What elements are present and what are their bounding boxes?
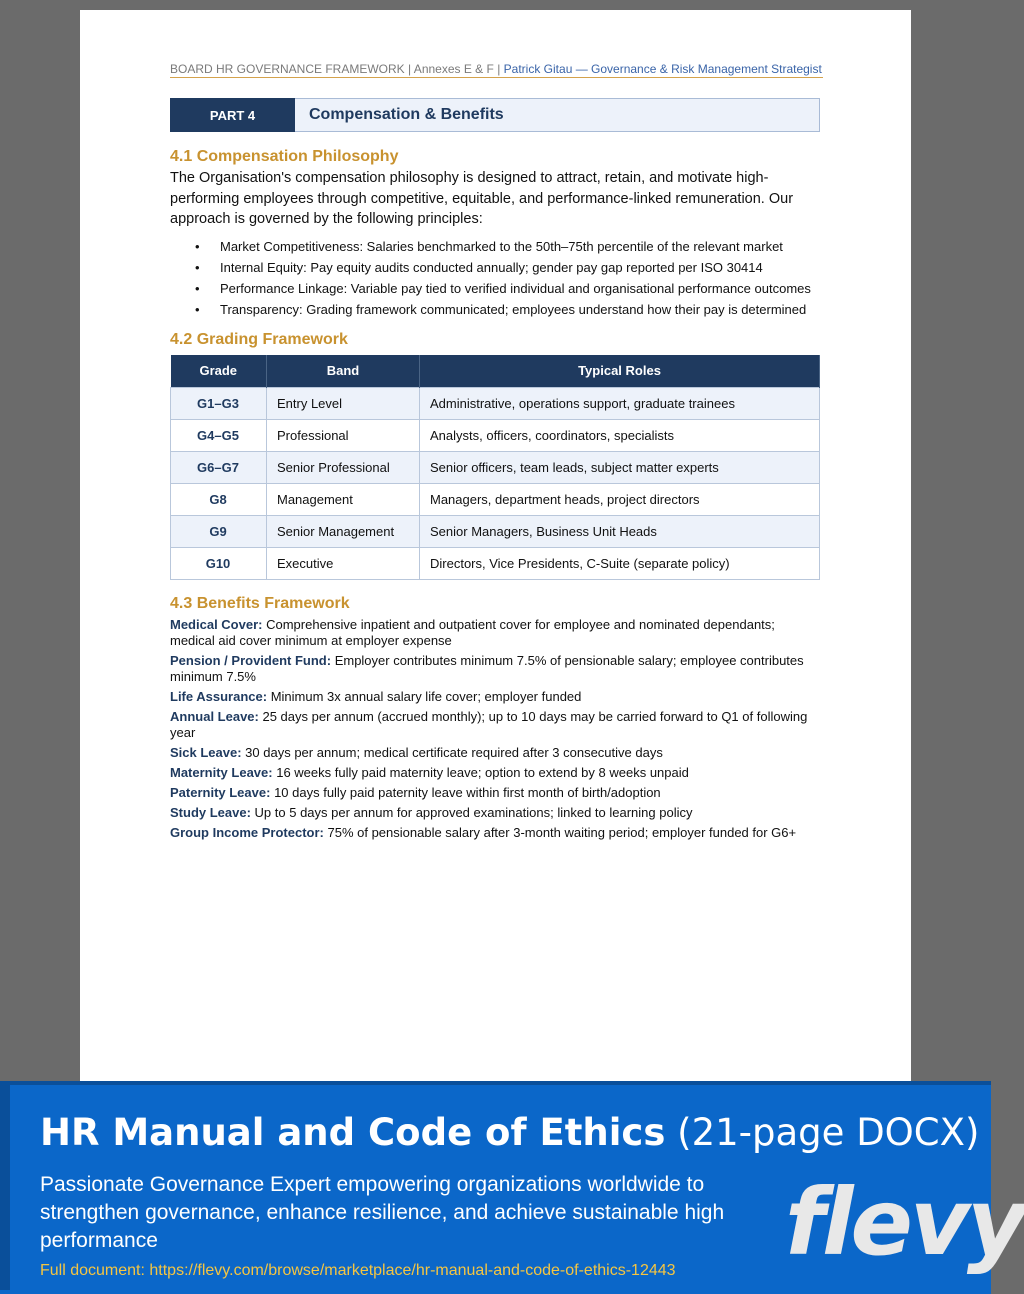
benefit-text: 30 days per annum; medical certificate required after 3 consecutive days (245, 744, 663, 760)
list-item: • Performance Linkage: Variable pay tied to verified individual and organisational performance outcomes (195, 280, 811, 296)
bullet-icon: • (195, 280, 200, 296)
table-row (171, 547, 820, 579)
flevy-logo[interactable]: flevy (785, 1169, 1024, 1276)
grade-cell: G10 (171, 547, 267, 579)
banner-title (40, 1111, 979, 1154)
philosophy-intro: The Organisation's compensation philosophy is designed to attract, retain, and motivate high-performing employees through competitive, equitable, and performance-linked remuneration. Our approach is governed by the following principles: (170, 170, 794, 227)
benefit-label: Maternity Leave: (170, 764, 273, 780)
band-cell: Entry Level (267, 387, 420, 419)
bullet-icon: • (195, 238, 200, 254)
table-row (171, 515, 820, 547)
benefit-item (170, 617, 823, 649)
band-cell: Executive (267, 547, 420, 579)
column-header: Typical Roles (420, 355, 820, 388)
grading-table (170, 355, 820, 580)
grade-cell: G4–G5 (171, 419, 267, 451)
section-heading-grading: 4.2 Grading Framework (170, 330, 348, 348)
grade-cell: G8 (171, 483, 267, 515)
benefit-item (170, 709, 823, 741)
list-item: • Transparency: Grading framework communicated; employees understand how their pay is determined (195, 301, 807, 317)
benefit-text: Minimum 3x annual salary life cover; employer funded (270, 688, 582, 704)
benefits-list (170, 617, 823, 841)
benefit-item (170, 785, 823, 801)
banner-title-format: (21-page DOCX) (677, 1111, 980, 1154)
banner-subtitle: Passionate Governance Expert empowering organizations worldwide to strengthen governance, enhance resilience, and achieve sustainable high performance (40, 1173, 725, 1252)
list-item: • Market Competitiveness: Salaries benchmarked to the 50th–75th percentile of the relevant market (195, 238, 783, 254)
header-doc-title: BOARD HR GOVERNANCE FRAMEWORK | Annexes E & F (170, 62, 494, 76)
band-cell: Senior Management (267, 515, 420, 547)
benefit-item (170, 825, 823, 841)
roles-cell: Directors, Vice Presidents, C-Suite (separate policy) (420, 547, 820, 579)
benefit-item (170, 765, 823, 781)
benefit-text: 25 days per annum (accrued monthly); up to 10 days may be carried forward to Q1 of following year (170, 708, 808, 740)
benefit-label: Group Income Protector: (170, 824, 324, 840)
banner-accent-strip (0, 1085, 10, 1290)
part-number: PART 4 (170, 98, 295, 132)
roles-cell: Administrative, operations support, graduate trainees (420, 387, 820, 419)
benefit-label: Life Assurance: (170, 688, 268, 704)
benefit-label: Sick Leave: (170, 744, 242, 760)
table-row (171, 483, 820, 515)
running-header (170, 62, 823, 78)
benefit-text: Up to 5 days per annum for approved examinations; linked to learning policy (254, 804, 693, 820)
grade-cell: G6–G7 (171, 451, 267, 483)
page-content (170, 10, 823, 845)
benefit-text: 75% of pensionable salary after 3-month waiting period; employer funded for G6+ (327, 824, 797, 840)
roles-cell: Senior Managers, Business Unit Heads (420, 515, 820, 547)
roles-cell: Analysts, officers, coordinators, specialists (420, 419, 820, 451)
column-header: Grade (171, 355, 267, 388)
document-link[interactable]: Full document: https://flevy.com/browse/marketplace/hr-manual-and-code-of-ethics-12443 (40, 1262, 676, 1279)
benefit-label: Annual Leave: (170, 708, 259, 724)
section-heading-benefits: 4.3 Benefits Framework (170, 594, 350, 612)
benefit-text: Comprehensive inpatient and outpatient cover for employee and nominated dependants; medical aid cover minimum at employer expense (170, 616, 775, 648)
roles-cell: Senior officers, team leads, subject matter experts (420, 451, 820, 483)
benefit-label: Pension / Provident Fund: (170, 652, 332, 668)
table-row (171, 451, 820, 483)
grade-cell: G1–G3 (171, 387, 267, 419)
banner-title-main: HR Manual and Code of Ethics (40, 1111, 666, 1154)
principles-list (170, 239, 823, 318)
header-separator: | (497, 62, 501, 76)
benefit-text: 16 weeks fully paid maternity leave; option to extend by 8 weeks unpaid (276, 764, 689, 780)
section-heading-philosophy: 4.1 Compensation Philosophy (170, 148, 399, 165)
table-header-row (171, 355, 820, 388)
band-cell: Professional (267, 419, 420, 451)
benefit-text: 10 days fully paid paternity leave within first month of birth/adoption (274, 784, 661, 800)
benefit-item (170, 805, 823, 821)
benefit-text: Employer contributes minimum 7.5% of pensionable salary; employee contributes minimum 7.5% (170, 652, 804, 684)
roles-cell: Managers, department heads, project directors (420, 483, 820, 515)
benefit-label: Paternity Leave: (170, 784, 271, 800)
list-item: • Internal Equity: Pay equity audits conducted annually; gender pay gap reported per ISO 30414 (195, 259, 763, 275)
grade-cell: G9 (171, 515, 267, 547)
part-title: Compensation & Benefits (295, 98, 820, 132)
bullet-icon: • (195, 301, 200, 317)
part-banner (170, 98, 820, 132)
benefit-item (170, 689, 823, 705)
benefit-item (170, 745, 823, 761)
bullet-icon: • (195, 259, 200, 275)
table-row (171, 419, 820, 451)
benefit-label: Study Leave: (170, 804, 251, 820)
document-page (80, 10, 911, 1085)
band-cell: Management (267, 483, 420, 515)
benefit-label: Medical Cover: (170, 616, 263, 632)
benefit-item (170, 653, 823, 685)
header-author: Patrick Gitau — Governance & Risk Management Strategist (503, 62, 822, 76)
band-cell: Senior Professional (267, 451, 420, 483)
table-row (171, 387, 820, 419)
promo-banner (0, 1081, 1024, 1294)
column-header: Band (267, 355, 420, 388)
